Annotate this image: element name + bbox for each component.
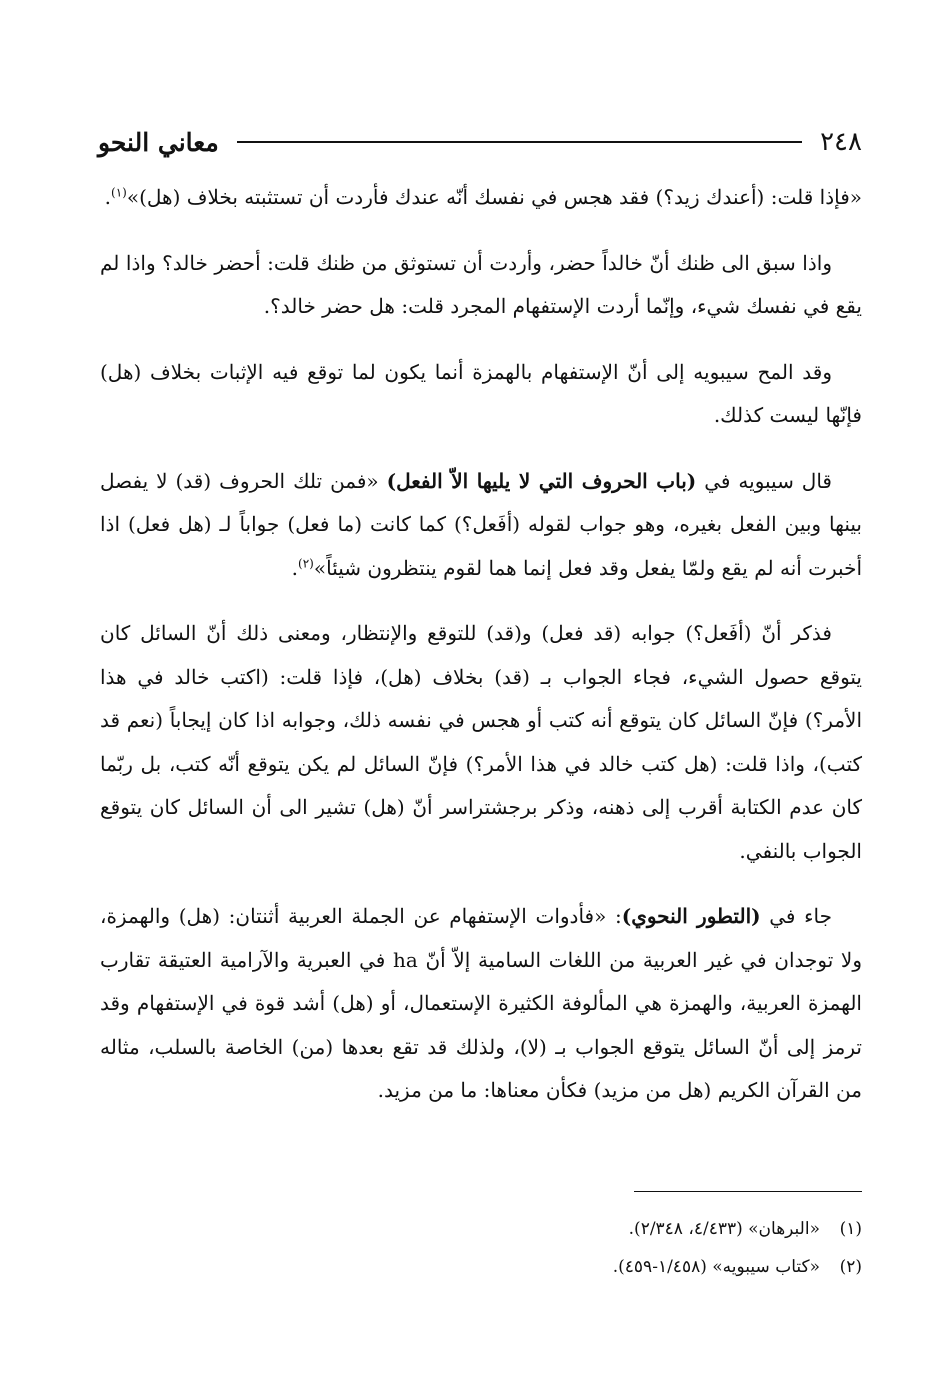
page-number: ٢٤٨ (820, 127, 862, 157)
footnote-text: «كتاب سيبويه» (١/٤٥٨-٤٥٩). (612, 1257, 820, 1277)
footnote-number: (٢) (839, 1257, 862, 1277)
running-head (98, 122, 862, 162)
paragraph (100, 460, 862, 591)
footnote-marker[interactable]: (١) (111, 185, 127, 200)
header-rule (237, 141, 802, 143)
paragraph-text: وقد المح سيبويه إلى أنّ الإستفهام بالهمزة أنما يكون لما توقع فيه الإثبات بخلاف (هل) فإنّها ليست كذلك. (100, 359, 862, 427)
paragraph-lead: جاء في (760, 904, 832, 928)
footnote-rule (634, 1191, 862, 1192)
paragraph-lead: قال سيبويه في (696, 468, 832, 493)
footnote (100, 1210, 862, 1248)
footnote-number: (١) (839, 1219, 862, 1239)
paragraph-text: فذكر أنّ (أفَعل؟) جوابه (قد فعل) و(قد) للتوقع والإنتظار، ومعنى ذلك أنّ السائل كان يتوقع حصول الشيء، فجاء الجواب بـ (قد) بخلاف (هل)، فإذا قلت: (اكتب خالد في هذا الأمر؟) فإنّ السائل كان يتوقع أنه كتب أو هجس في نفسه ذلك، وجوابه اذا كان إيجاباً (نعم قد كتب)، واذا قلت: (هل كتب خالد في هذا الأمر؟) فإنّ السائل لم يكن يتوقع أنّه كتب، بل ربّما كان عدم الكتابة أقرب إلى ذهنه، وذكر برجشتراسر أنّ (هل) تشير الى أن السائل كان يتوقع الجواب بالنفي. (100, 621, 862, 863)
paragraph-text: «فإذا قلت: (أعندك زيد؟) فقد هجس في نفسك أنّه عندك فأردت أن تستثبته بخلاف (هل)» (126, 185, 862, 209)
paragraph (100, 176, 862, 220)
footnote-marker[interactable]: (٢) (298, 555, 314, 570)
paragraph-tail: . (291, 555, 299, 580)
body-text (100, 176, 862, 1135)
paragraph-text: واذا سبق الى ظنك أنّ خالداً حضر، وأردت أن تستوثق من ظنك قلت: أحضر خالد؟ واذا لم يقع في نفسك شيء، وإنّما أردت الإستفهام المجرد قلت: هل حضر خالد؟. (100, 250, 862, 318)
paragraph (100, 351, 862, 438)
paragraph (100, 242, 862, 329)
paragraph-text: «فمن تلك الحروف (قد) لا يفصل بينها وبين الفعل بغيره، وهو جواب لقوله (أفَعل؟) كما كانت (ما فعل) جواباً لـ (هل فعل) اذا أخبرت أنه لم يقع ولمّا يفعل وقد فعل إنما هما لقوم ينتظرون شيئاً» (100, 468, 862, 580)
footnote-text: «البرهان» (٤/٤٣٣، ٢/٣٤٨). (628, 1219, 820, 1239)
bold-title: (باب الحروف التي لا يليها الاّ الفعل) (386, 468, 697, 493)
book-title: معاني النحو (98, 127, 219, 157)
bold-title: (التطور النحوي) (621, 904, 761, 928)
footnotes (100, 1210, 862, 1286)
paragraph-tail: . (104, 185, 112, 209)
paragraph (100, 612, 862, 873)
footnote (100, 1248, 862, 1286)
paragraph-text: : «فأدوات الإستفهام عن الجملة العربية أثنتان: (هل) والهمزة، ولا توجدان في غير العربية من اللغات السامية إلاّ أنّ ha في العبرية والآرامية العتيقة تقارب الهمزة العربية، والهمزة هي المألوفة الكثيرة الإستعمال، أو (هل) أشد قوة في الإستفهام وقد ترمز إلى أنّ السائل يتوقع الجواب بـ (لا)، ولذلك قد تقع بعدها (من) الخاصة بالسلب، مثاله من القرآن الكريم (هل من مزيد) فكأن معناها: ما من مزيد. (100, 904, 862, 1102)
paragraph (100, 895, 862, 1113)
